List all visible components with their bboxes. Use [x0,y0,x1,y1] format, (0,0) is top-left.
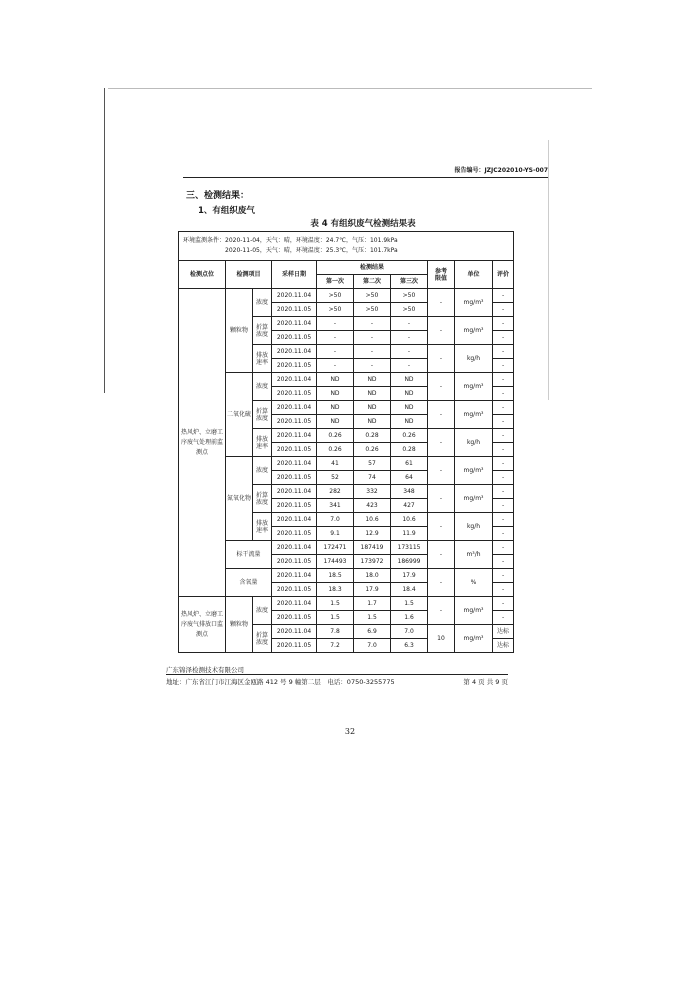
reference-limit: - [428,317,455,345]
result-v1: ND [317,373,354,387]
result-v2: ND [354,387,391,401]
particulate-label: 颗粒物 [226,597,253,653]
unit: mg/m³ [455,485,493,513]
emission-rate-label [253,345,272,373]
result-v1: 9.1 [317,527,354,541]
result-v3: - [391,331,428,345]
footer-page-of: 第 4 页 共 9 页 [463,678,508,686]
report-number: 报告编号：JZJC202010-YS-007 [454,167,548,174]
reference-limit: - [428,541,455,569]
sample-date: 2020.11.05 [272,331,317,345]
evaluation: - [493,401,514,415]
result-v3: 0.26 [391,429,428,443]
result-v1: 7.8 [317,625,354,639]
result-v1: >50 [317,303,354,317]
result-v1: 1.5 [317,597,354,611]
result-v1: ND [317,401,354,415]
result-v1: ND [317,387,354,401]
result-v2: 332 [354,485,391,499]
converted-conc-label-line-1: 折算 [255,407,268,415]
report-page [138,150,548,710]
sample-date: 2020.11.04 [272,625,317,639]
unit: mg/m³ [455,401,493,429]
result-v3: 186999 [391,555,428,569]
sample-date: 2020.11.05 [272,443,317,457]
result-v1: 174493 [317,555,354,569]
sample-date: 2020.11.04 [272,345,317,359]
reference-limit: - [428,345,455,373]
result-v1: ND [317,415,354,429]
unit: mg/m³ [455,457,493,485]
result-v2: 10.6 [354,513,391,527]
result-v1: 172471 [317,541,354,555]
converted-conc-label-line-1: 折算 [255,631,268,639]
header-ref-2: 限值 [434,274,447,282]
result-v1: - [317,331,354,345]
header-ref-limit [428,261,455,289]
evaluation: - [493,373,514,387]
sample-date: 2020.11.05 [272,555,317,569]
result-v1: 18.5 [317,569,354,583]
point-a-label: 热风炉、立磨工序废气处理前监测点 [179,289,226,597]
result-v2: ND [354,373,391,387]
footer-company: 广东锦泽检测技术有限公司 [166,666,244,674]
result-v3: >50 [391,289,428,303]
converted-conc-label [253,401,272,429]
unit: mg/m³ [455,373,493,401]
reference-limit: - [428,429,455,457]
result-v1: 341 [317,499,354,513]
converted-conc-label-line-2: 浓度 [255,414,268,422]
evaluation: - [493,457,514,471]
env-conditions [179,232,514,261]
unit: mg/m³ [455,289,493,317]
result-v1: - [317,359,354,373]
sample-date: 2020.11.04 [272,373,317,387]
result-v2: 1.5 [354,611,391,625]
header-unit: 单位 [455,261,493,289]
result-v3: 427 [391,499,428,513]
evaluation: - [493,541,514,555]
result-v3: 11.9 [391,527,428,541]
result-v3: 10.6 [391,513,428,527]
result-v3: - [391,359,428,373]
header-second: 第二次 [354,275,391,289]
evaluation: - [493,415,514,429]
unit: % [455,569,493,597]
evaluation: 达标 [493,625,514,639]
sample-date: 2020.11.04 [272,289,317,303]
evaluation: - [493,569,514,583]
sample-date: 2020.11.04 [272,485,317,499]
evaluation: - [493,443,514,457]
reference-limit: - [428,597,455,625]
header-divider [183,177,548,178]
emission-rate-label-line-1: 排放 [255,351,268,359]
result-v3: 1.6 [391,611,428,625]
converted-conc-label [253,625,272,653]
table-row [179,373,514,387]
emission-rate-label-line-2: 速率 [255,358,268,366]
sample-date: 2020.11.05 [272,415,317,429]
result-v3: 173115 [391,541,428,555]
section-title: 三、检测结果： [186,191,250,201]
reference-limit: - [428,569,455,597]
result-v1: >50 [317,289,354,303]
converted-conc-label-line-2: 浓度 [255,638,268,646]
env-conditions-row [179,232,514,261]
reference-limit: 10 [428,625,455,653]
result-v1: 7.0 [317,513,354,527]
evaluation: - [493,471,514,485]
sample-date: 2020.11.04 [272,457,317,471]
result-v3: 348 [391,485,428,499]
emission-rate-label-line-1: 排放 [255,435,268,443]
evaluation: - [493,429,514,443]
evaluation: - [493,303,514,317]
result-v3: >50 [391,303,428,317]
result-v3: 6.3 [391,639,428,653]
result-v2: ND [354,415,391,429]
oxygen-label: 含氧量 [226,569,272,597]
result-v2: >50 [354,289,391,303]
result-v1: 52 [317,471,354,485]
sample-date: 2020.11.05 [272,303,317,317]
result-v1: 0.26 [317,443,354,457]
page-footer [166,665,508,686]
evaluation: - [493,289,514,303]
sample-date: 2020.11.05 [272,499,317,513]
env-line-2: 2020-11-05，天气：晴，环境温度：25.3℃，气压：101.7kPa [225,247,398,254]
std-flow-label: 标干流量 [226,541,272,569]
sample-date: 2020.11.05 [272,471,317,485]
converted-conc-label-line-1: 折算 [255,491,268,499]
result-v1: 41 [317,457,354,471]
evaluation: - [493,359,514,373]
result-v2: 0.28 [354,429,391,443]
converted-conc-label-line-2: 浓度 [255,330,268,338]
result-v2: - [354,331,391,345]
result-v3: 1.5 [391,597,428,611]
sample-date: 2020.11.05 [272,387,317,401]
point-b-label: 热风炉、立磨工序废气排放口监测点 [179,597,226,653]
converted-conc-label-line-1: 折算 [255,323,268,331]
result-v2: 1.7 [354,597,391,611]
result-v3: 7.0 [391,625,428,639]
result-v2: - [354,345,391,359]
conc-label: 浓度 [253,597,272,625]
result-v3: - [391,317,428,331]
conc-label: 浓度 [253,373,272,401]
header-results: 检测结果 [317,261,428,275]
page-number: 32 [344,727,356,736]
conc-label: 浓度 [253,289,272,317]
reference-limit: - [428,457,455,485]
emission-rate-label [253,429,272,457]
result-v2: >50 [354,303,391,317]
unit: kg/h [455,429,493,457]
evaluation: - [493,555,514,569]
sample-date: 2020.11.05 [272,639,317,653]
result-v3: 17.9 [391,569,428,583]
emission-rate-label-line-1: 排放 [255,519,268,527]
unit: mg/m³ [455,317,493,345]
footer-address: 地址：广东省江门市江海区金瓯路 412 号 9 幢第二层 电话：0750-3255775 [166,678,395,686]
result-v2: 12.9 [354,527,391,541]
sample-date: 2020.11.04 [272,317,317,331]
table-row [179,457,514,471]
table-caption: 表 4 有组织废气检测结果表 [310,219,416,229]
sample-date: 2020.11.04 [272,401,317,415]
sample-date: 2020.11.04 [272,541,317,555]
sample-date: 2020.11.05 [272,611,317,625]
reference-limit: - [428,485,455,513]
emission-rate-label [253,513,272,541]
evaluation: - [493,485,514,499]
reference-limit: - [428,289,455,317]
result-v2: ND [354,401,391,415]
header-third: 第三次 [391,275,428,289]
result-v1: 0.26 [317,429,354,443]
header-row-1 [179,261,514,275]
evaluation: - [493,331,514,345]
result-v1: - [317,345,354,359]
evaluation: - [493,499,514,513]
scan-edge-top [108,88,592,89]
result-v1: 282 [317,485,354,499]
sample-date: 2020.11.04 [272,513,317,527]
evaluation: - [493,611,514,625]
converted-conc-label-line-2: 浓度 [255,498,268,506]
result-v1: 1.5 [317,611,354,625]
header-point: 检测点位 [179,261,226,289]
sample-date: 2020.11.04 [272,597,317,611]
env-line-1: 环境监测条件：2020-11-04，天气：晴，环境温度：24.7℃，气压：101.9kPa [183,237,398,244]
sample-date: 2020.11.05 [272,359,317,373]
result-v3: 61 [391,457,428,471]
results-table [178,231,514,653]
evaluation: - [493,527,514,541]
evaluation: 达标 [493,639,514,653]
result-v2: 17.9 [354,583,391,597]
header-date: 采样日期 [272,261,317,289]
table-row [179,597,514,611]
result-v2: 173972 [354,555,391,569]
result-v3: ND [391,373,428,387]
reference-limit: - [428,401,455,429]
scan-edge-right [548,140,549,400]
unit: m³/h [455,541,493,569]
result-v3: ND [391,387,428,401]
scan-edge-left [104,88,105,393]
result-v2: 57 [354,457,391,471]
evaluation: - [493,583,514,597]
sample-date: 2020.11.04 [272,569,317,583]
result-v3: 64 [391,471,428,485]
header-first: 第一次 [317,275,354,289]
result-v2: - [354,359,391,373]
header-ref-1: 参考 [434,267,447,275]
result-v3: ND [391,415,428,429]
table-row [179,541,514,555]
subsection-title: 1、有组织废气 [198,206,255,216]
sample-date: 2020.11.04 [272,429,317,443]
table-row [179,569,514,583]
unit: kg/h [455,513,493,541]
unit: kg/h [455,345,493,373]
evaluation: - [493,345,514,359]
nox-label: 氮氧化物 [226,457,253,541]
result-v1: - [317,317,354,331]
footer-divider [166,674,508,675]
result-v1: 18.3 [317,583,354,597]
result-v3: 0.28 [391,443,428,457]
evaluation: - [493,597,514,611]
result-v2: 6.9 [354,625,391,639]
evaluation: - [493,317,514,331]
result-v1: 7.2 [317,639,354,653]
result-v2: 74 [354,471,391,485]
sample-date: 2020.11.05 [272,583,317,597]
result-v2: 7.0 [354,639,391,653]
emission-rate-label-line-2: 速率 [255,442,268,450]
result-v2: 423 [354,499,391,513]
sample-date: 2020.11.05 [272,527,317,541]
result-v3: ND [391,401,428,415]
result-v3: 18.4 [391,583,428,597]
result-v2: - [354,317,391,331]
reference-limit: - [428,513,455,541]
conc-label: 浓度 [253,457,272,485]
result-v2: 18.0 [354,569,391,583]
table-row [179,289,514,303]
header-eval: 评价 [493,261,514,289]
particulate-label: 颗粒物 [226,289,253,373]
reference-limit: - [428,373,455,401]
result-v2: 187419 [354,541,391,555]
unit: mg/m³ [455,597,493,625]
converted-conc-label [253,485,272,513]
evaluation: - [493,387,514,401]
converted-conc-label [253,317,272,345]
so2-label: 二氧化硫 [226,373,253,457]
result-v2: 0.26 [354,443,391,457]
emission-rate-label-line-2: 速率 [255,526,268,534]
header-item: 检测项目 [226,261,272,289]
unit: mg/m³ [455,625,493,653]
result-v3: - [391,345,428,359]
evaluation: - [493,513,514,527]
